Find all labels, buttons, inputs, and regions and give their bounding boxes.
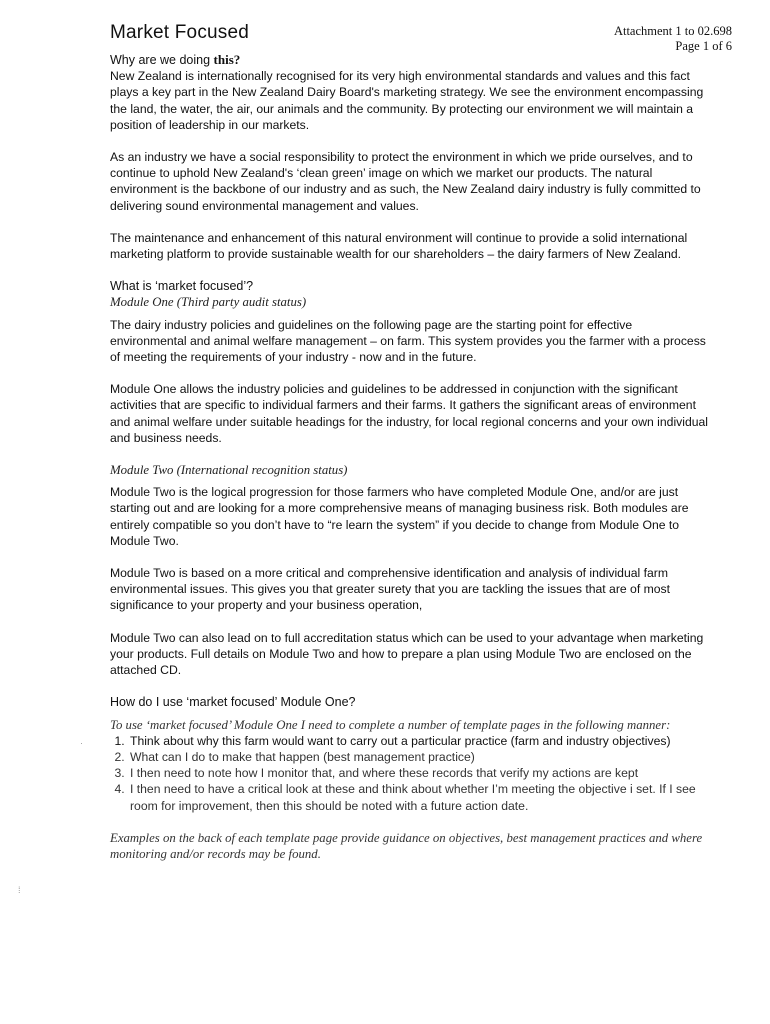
attachment-reference [614,24,732,54]
step-item: 4. I then need to have a critical look at these and think about whether I’m meeting the objective i set. If I see room for improvement, then this should be noted with a future action date. [128,781,710,813]
why-heading-prefix: Why are we doing [110,53,211,67]
examples-note: Examples on the back of each template page provide guidance on objectives, best management practices and where monitoring and/or records may be found. [110,830,703,861]
step-item: 3. I then need to note how I monitor that, and where these records that verify my actions are kept [128,765,710,781]
why-heading [110,52,710,68]
why-heading-suffix: this? [213,52,241,67]
scan-speck: ⁞ [18,885,21,895]
attachment-label: Attachment 1 to 02.698 [613,24,732,38]
scan-speck: · [80,738,83,748]
what-heading: What is ‘market focused’? [110,279,254,294]
page-title: Market Focused [110,22,250,43]
why-paragraph-2: As an industry we have a social responsibility to protect the environment in which we pride ourselves, and to continue to uphold New Zealand's ‘clean green’ image on which we market our products. The natural environment is the backbone of our industry and as such, the New Zealand dairy industry is fully committed to delivering sound environmental management and values. [110,150,701,213]
module-two-paragraph-3: Module Two can also lead on to full accreditation status which can be used to your advantage when marketing your products. Full details on Module Two and how to prepare a plan using Module Two are enclosed on the attached CD. [110,630,704,678]
document-body [110,52,710,862]
page-number: Page 1 of 6 [675,39,732,53]
why-paragraph-1: New Zealand is internationally recognised for its very high environmental standards and values and this fact plays a key part in the New Zealand Dairy Board's marketing strategy. We see the environment encompassing the land, the water, the air, our animals and the community. By protecting our environment we will maintain a position of leadership in our markets. [110,69,704,132]
module-one-subheading: Module One (Third party audit status) [110,295,307,310]
module-two-subheading: Module Two (International recognition status) [110,463,348,478]
how-heading: How do I use ‘market focused’ Module One? [110,695,356,710]
steps-list [110,733,710,814]
how-subheading: To use ‘market focused’ Module One I need to complete a number of template pages in the following manner: [110,717,671,732]
why-paragraph-3: The maintenance and enhancement of this natural environment will continue to provide a solid international marketing platform to provide sustainable wealth for our shareholders – the dairy farmers of New Zealand. [110,230,688,262]
step-item: 1. Think about why this farm would want to carry out a particular practice (farm and industry objectives) [128,733,710,749]
module-two-paragraph-2: Module Two is based on a more critical and comprehensive identification and analysis of individual farm environmental issues. This gives you that greater surety that you are tackling the issues that are of most significance to your property and your business operation, [110,566,671,613]
step-item: 2. What can I do to make that happen (best management practice) [128,749,710,765]
module-one-paragraph-1: The dairy industry policies and guidelines on the following page are the starting point for effective environmental and animal welfare management – on farm. This system provides you the farmer with a process of meeting the requirements of your industry - now and in the future. [110,317,706,365]
module-one-paragraph-2: Module One allows the industry policies and guidelines to be addressed in conjunction with the significant activities that are specific to individual farmers and their farms. It gathers the significant areas of environment and animal welfare under suitable headings for the industry, for local regional concerns and your own individual and business needs. [110,382,708,445]
module-two-paragraph-1: Module Two is the logical progression for those farmers who have completed Module One, and/or are just starting out and are looking for a more comprehensive means of managing business risk. Both modules are entirely compatible so you don’t have to “re learn the system” if you decide to change from Module One to Module Two. [110,485,689,548]
